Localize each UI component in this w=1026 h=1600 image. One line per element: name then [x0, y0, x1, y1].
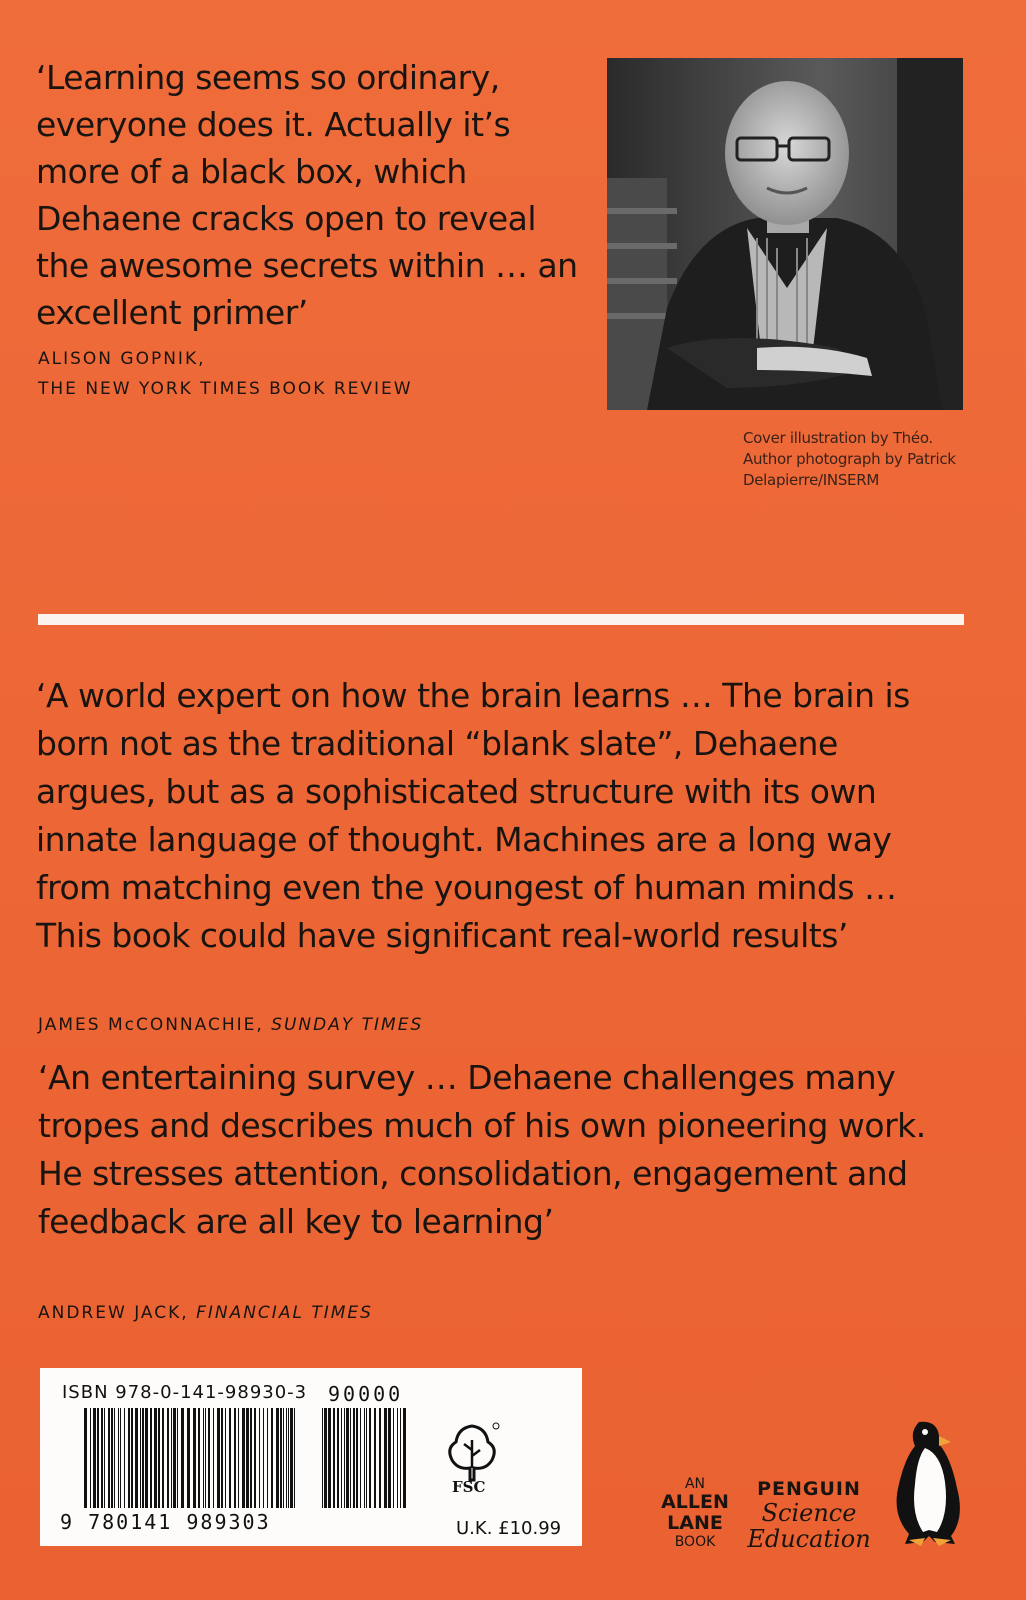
barcode-bar: [246, 1408, 249, 1508]
barcode-bar: [93, 1408, 96, 1508]
divider-rule: [38, 614, 964, 625]
barcode-bar: [128, 1408, 130, 1508]
quote-publication: THE NEW YORK TIMES BOOK REVIEW: [38, 379, 413, 399]
barcode-bar: [158, 1408, 160, 1508]
quote-author: JAMES McCONNACHIE,: [38, 1015, 264, 1035]
quote-publication: SUNDAY TIMES: [271, 1015, 424, 1035]
barcode-bar: [167, 1408, 169, 1508]
barcode-bar: [225, 1408, 226, 1508]
ean-digits: 9 780141 989303: [60, 1510, 271, 1534]
barcode-bar: [238, 1408, 239, 1508]
barcode-bar: [393, 1408, 394, 1508]
credit-photo-source: Delapierre/INSERM: [743, 471, 879, 489]
credit-illustration: Cover illustration by Théo.: [743, 429, 933, 447]
barcode-bar: [280, 1408, 282, 1508]
imprint-an: AN: [684, 1476, 706, 1492]
quote-text: ‘A world expert on how the brain learns … The brain is born not as the traditional “blank slate”, Dehaene argues, but as a sophisticated structure with its own innate language of thought. Machines are a long way from matching even the youngest of human minds … This book could have significant real-world results’: [36, 676, 910, 955]
quote-gopnik: [36, 54, 596, 336]
cover-credits: [743, 428, 983, 491]
barcode-bar: [333, 1408, 335, 1508]
barcode-bar: [140, 1408, 141, 1508]
barcode-bar: [341, 1408, 342, 1508]
barcode-addon-number: 90000: [328, 1382, 404, 1406]
barcode-bar: [217, 1408, 220, 1508]
barcode-bar: [250, 1408, 252, 1508]
ean-barcode: [84, 1408, 304, 1516]
allen-lane-logo: [658, 1476, 732, 1550]
barcode-bar: [205, 1408, 206, 1508]
barcode-bar: [173, 1408, 176, 1508]
series-science: Science: [761, 1499, 857, 1527]
barcode-bar: [114, 1408, 115, 1508]
barcode-bar: [208, 1408, 210, 1508]
quote-publication: FINANCIAL TIMES: [196, 1303, 373, 1323]
barcode-bar: [229, 1408, 231, 1508]
barcode-bar: [213, 1408, 214, 1508]
quote-mcconnachie: [36, 672, 966, 960]
barcode-bar: [294, 1408, 295, 1508]
barcode-bar: [403, 1408, 406, 1508]
imprint-book: BOOK: [674, 1534, 716, 1550]
barcode-bar: [360, 1408, 361, 1508]
attribution-mcconnachie: [38, 1010, 423, 1040]
barcode-bar: [267, 1408, 268, 1508]
barcode-bar: [356, 1408, 358, 1508]
barcode-bar: [286, 1408, 287, 1508]
barcode-bar: [150, 1408, 152, 1508]
price: U.K. £10.99: [456, 1518, 562, 1539]
barcode-bar: [131, 1408, 133, 1508]
barcode-bar: [135, 1408, 138, 1508]
author-photo: [607, 58, 963, 410]
barcode-bar: [154, 1408, 157, 1508]
quote-author: ANDREW JACK,: [38, 1303, 189, 1323]
barcode-bar: [350, 1408, 351, 1508]
barcode-bar: [221, 1408, 223, 1508]
barcode-bar: [322, 1408, 323, 1508]
barcode-bar: [181, 1408, 184, 1508]
barcode-bar: [397, 1408, 398, 1508]
barcode-bar: [271, 1408, 273, 1508]
addon-barcode: [322, 1408, 412, 1508]
barcode-bar: [324, 1408, 327, 1508]
barcode-bar: [276, 1408, 279, 1508]
barcode-bar: [171, 1408, 172, 1508]
quote-text: ‘Learning seems so ordinary, everyone does it. Actually it’s more of a black box, which Dehaene cracks open to reveal the awesome secrets within … an excellent primer’: [36, 58, 578, 332]
attribution-jack: [38, 1298, 373, 1328]
barcode-panel: [40, 1368, 582, 1546]
quote-author: ALISON GOPNIK,: [38, 349, 206, 369]
credit-photo: Author photograph by Patrick: [743, 450, 956, 468]
barcode-bar: [120, 1408, 121, 1508]
barcode-bar: [101, 1408, 103, 1508]
isbn-label: ISBN 978-0-141-98930-3: [62, 1382, 308, 1403]
barcode-bar: [187, 1408, 190, 1508]
barcode-bar: [198, 1408, 200, 1508]
barcode-bar: [364, 1408, 365, 1508]
barcode-bar: [242, 1408, 245, 1508]
barcode-bar: [203, 1408, 204, 1508]
barcode-bar: [263, 1408, 264, 1508]
barcode-bar: [162, 1408, 164, 1508]
barcode-bar: [379, 1408, 381, 1508]
penguin-logo-icon: [885, 1418, 973, 1550]
barcode-bar: [374, 1408, 376, 1508]
barcode-bar: [90, 1408, 91, 1508]
quote-jack: [38, 1054, 938, 1246]
barcode-bar: [124, 1408, 125, 1508]
barcode-bar: [254, 1408, 256, 1508]
barcode-bar: [104, 1408, 105, 1508]
barcode-bar: [193, 1408, 196, 1508]
barcode-bar: [259, 1408, 260, 1508]
barcode-bar: [111, 1408, 113, 1508]
barcode-bar: [344, 1408, 345, 1508]
barcode-bar: [108, 1408, 110, 1508]
barcode-bar: [177, 1408, 178, 1508]
attribution-gopnik: [38, 338, 413, 404]
series-education: Education: [747, 1525, 871, 1553]
barcode-bar: [290, 1408, 293, 1508]
barcode-bar: [366, 1408, 367, 1508]
barcode-bar: [388, 1408, 391, 1508]
barcode-bar: [145, 1408, 148, 1508]
barcode-bar: [384, 1408, 387, 1508]
barcode-bar: [234, 1408, 236, 1508]
barcode-bar: [118, 1408, 119, 1508]
series-penguin: PENGUIN: [757, 1478, 861, 1500]
barcode-bar: [142, 1408, 144, 1508]
barcode-bar: [369, 1408, 371, 1508]
barcode-bar: [337, 1408, 339, 1508]
imprint-allen: ALLEN: [661, 1491, 729, 1513]
imprint-lane: LANE: [667, 1512, 723, 1534]
barcode-bar: [353, 1408, 355, 1508]
barcode-bar: [288, 1408, 289, 1508]
fsc-label: FSC: [452, 1478, 486, 1496]
series-name: [744, 1478, 874, 1552]
barcode-bar: [84, 1408, 87, 1508]
barcode-bar: [97, 1408, 99, 1508]
quote-text: ‘An entertaining survey … Dehaene challenges many tropes and describes much of his own pioneering work. He stresses attention, consolidation, engagement and feedback are all key to learning’: [38, 1058, 926, 1241]
barcode-bar: [400, 1408, 401, 1508]
barcode-bar: [328, 1408, 331, 1508]
barcode-bar: [283, 1408, 284, 1508]
barcode-bar: [346, 1408, 349, 1508]
